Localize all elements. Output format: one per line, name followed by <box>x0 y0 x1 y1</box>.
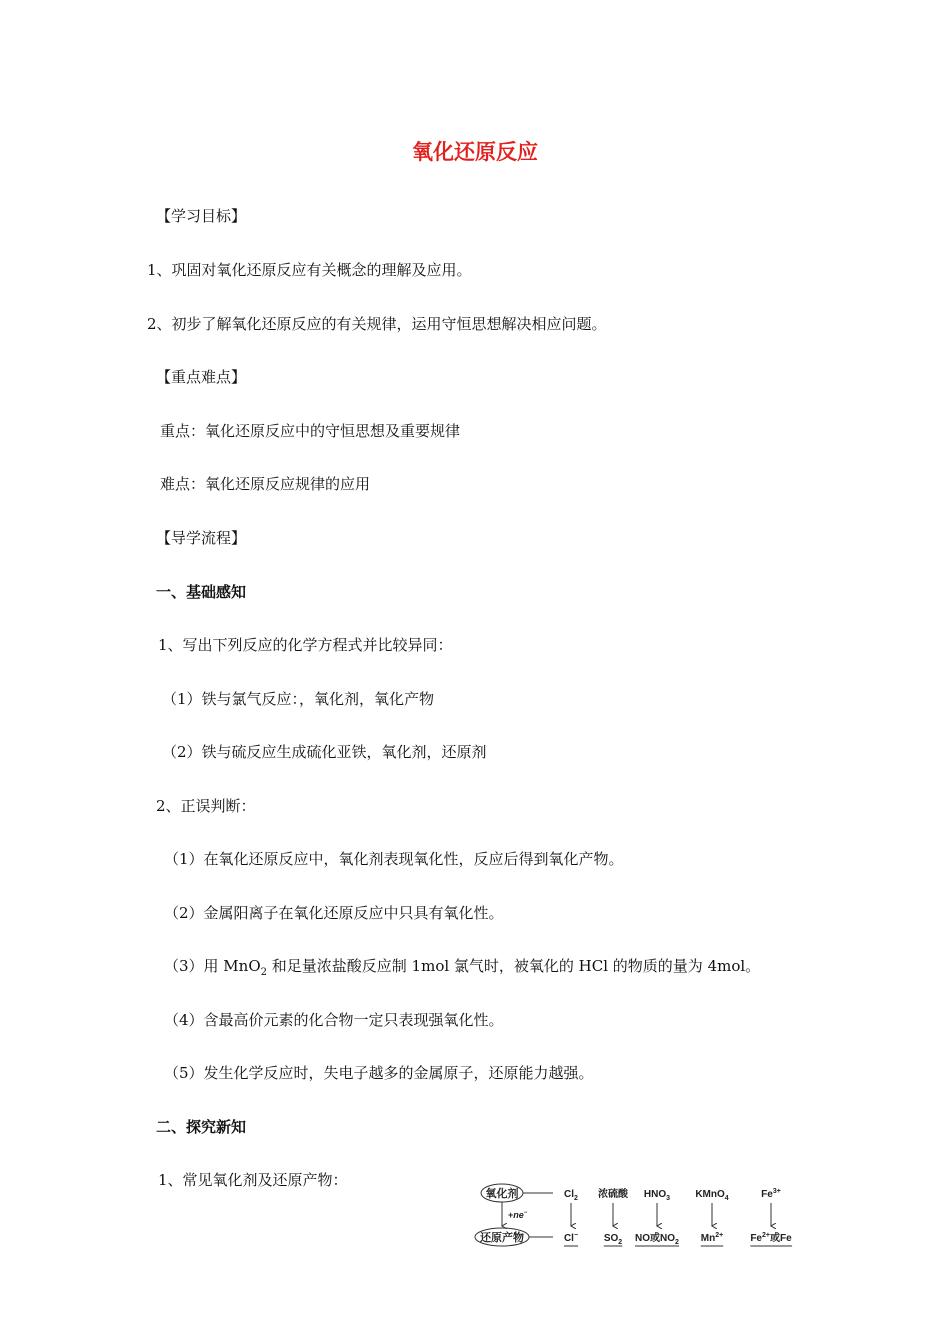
oxidizer-2: 浓硫酸 <box>598 1189 628 1200</box>
objective-item-1: 1、巩固对氧化还原反应有关概念的理解及应用。 <box>147 261 472 279</box>
section2-q1: 1、常见氧化剂及还原产物： <box>158 1171 348 1189</box>
focus-text: 重点：氧化还原反应中的守恒思想及重要规律 <box>160 422 461 440</box>
judgment-item-2: （2）金属阳离子在氧化还原反应中只具有氧化性。 <box>164 904 504 922</box>
judgment-item-3 <box>164 956 760 983</box>
judgment-item-1: （1）在氧化还原反应中，氧化剂表现氧化性，反应后得到氧化产物。 <box>164 850 624 868</box>
oxidizer-1: $Cl_2$ <box>564 1189 578 1202</box>
section1-q1-item-1: （1）铁与氯气反应：，氧化剂，氧化产物 <box>162 690 435 708</box>
oxidizer-5: $Fe^{3+}$ <box>761 1188 781 1200</box>
key-points-heading: 【重点难点】 <box>156 368 247 386</box>
product-4: $Mn^{2+}$ <box>700 1232 724 1244</box>
section1-q1-item-2: （2）铁与硫反应生成硫化亚铁，氧化剂，还原剂 <box>162 743 487 761</box>
objective-item-2: 2、初步了解氧化还原反应的有关规律，运用守恒思想解决相应问题。 <box>147 315 607 333</box>
section1-heading: 一、基础感知 <box>156 583 247 601</box>
judgment-item-4: （4）含最高价元素的化合物一定只表现强氧化性。 <box>164 1011 504 1029</box>
product-2: $SO_2$ <box>603 1233 623 1246</box>
judgment-item-5: （5）发生化学反应时，失电子越多的金属原子，还原能力越强。 <box>164 1064 594 1082</box>
judgment-item-3-after: 和足量浓盐酸反应制 1mol 氯气时，被氧化的 HCl 的物质的量为 4mol。 <box>267 957 761 975</box>
product-3: NO或$NO_2$ <box>635 1233 679 1246</box>
section2-heading: 二、探究新知 <box>156 1118 247 1136</box>
product-label: 还原产物 <box>480 1232 524 1244</box>
objectives-heading: 【学习目标】 <box>156 207 247 225</box>
product-5: $Fe^{2+}$或Fe <box>750 1232 792 1244</box>
oxidizer-4: KMnO$_4$ <box>695 1189 729 1202</box>
oxidizer-label: 氧化剂 <box>485 1188 519 1200</box>
flow-heading: 【导学流程】 <box>156 529 247 547</box>
section1-q2: 2、正误判断： <box>156 797 256 815</box>
oxidizer-3: $HNO_3$ <box>643 1189 671 1202</box>
judgment-item-3-sub: 2 <box>260 967 268 978</box>
electron-label: +ne− <box>508 1210 528 1220</box>
page-title: 氧化还原反应 <box>412 140 538 164</box>
judgment-item-3-before: （3）用 MnO <box>164 957 261 975</box>
product-1: Cl− <box>563 1232 579 1244</box>
difficulty-text: 难点：氧化还原反应规律的应用 <box>160 475 371 493</box>
section1-q1: 1、写出下列反应的化学方程式并比较异同： <box>158 636 453 654</box>
oxidizer-reduction-product-diagram <box>468 1180 808 1252</box>
